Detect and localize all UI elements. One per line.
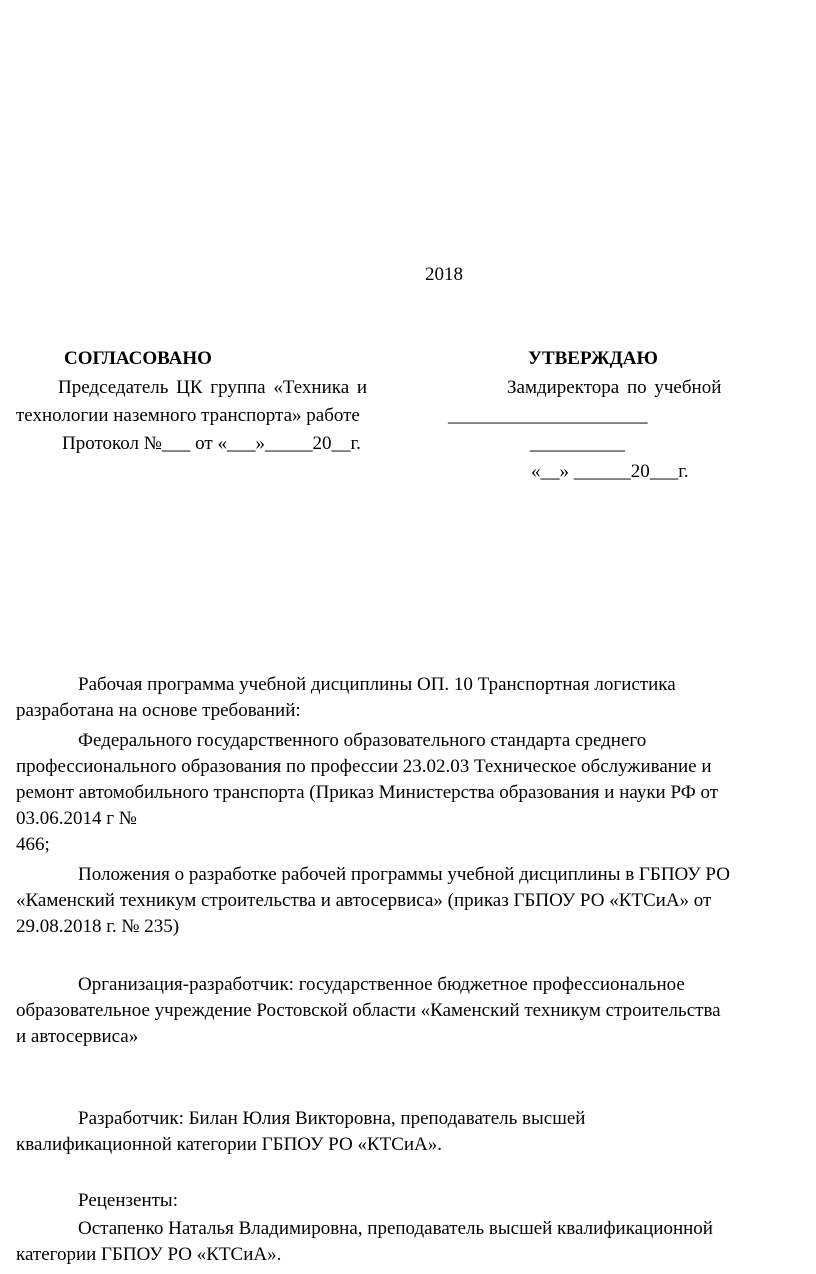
organization-line-3: и автосервиса» — [16, 1026, 139, 1047]
fgos-line-1: Федерального государственного образовательного стандарта среднего — [78, 730, 647, 751]
approval-name-line: __________ — [530, 433, 625, 454]
approval-protocol-line: Протокол №___ от «___»_____20__г. — [62, 433, 361, 454]
regulation-line-1: Положения о разработке рабочей программы учебной дисциплины в ГБПОУ РО — [78, 864, 730, 885]
reviewer-line-1: Остапенко Наталья Владимировна, преподаватель высшей квалификационной — [78, 1218, 713, 1239]
fgos-paragraph — [16, 728, 806, 858]
approval-signature-line: _____________________ — [448, 405, 648, 426]
program-intro-line-1: Рабочая программа учебной дисциплины ОП. 10 Транспортная логистика — [78, 674, 676, 695]
approval-date-line: «__» ______20___г. — [531, 461, 689, 482]
fgos-line-2: профессионального образования по профессии 23.02.03 Техническое обслуживание и — [16, 756, 712, 777]
organization-paragraph — [16, 972, 806, 1050]
regulation-line-3: 29.08.2018 г. № 235) — [16, 916, 180, 937]
regulation-line-2: «Каменский техникум строительства и автосервиса» (приказ ГБПОУ РО «КТСиА» от — [16, 890, 712, 911]
approval-agreed-title: СОГЛАСОВАНО — [64, 348, 212, 369]
approval-agreed-line-2: технологии наземного транспорта» работе — [16, 405, 360, 426]
program-intro-line-2: разработана на основе требований: — [16, 700, 301, 721]
fgos-line-5: 466; — [16, 834, 50, 855]
fgos-line-3: ремонт автомобильного транспорта (Приказ Министерства образования и науки РФ от — [16, 782, 719, 803]
organization-line-2: образовательное учреждение Ростовской области «Каменский техникум строительства — [16, 1000, 721, 1021]
reviewers-label-paragraph — [16, 1188, 806, 1214]
developer-line-2: квалификационной категории ГБПОУ РО «КТСиА». — [16, 1134, 443, 1155]
approval-approve-line-1: Замдиректора по учебной — [507, 377, 722, 398]
developer-line-1: Разработчик: Билан Юлия Викторовна, преподаватель высшей — [78, 1108, 586, 1129]
document-year: 2018 — [425, 264, 463, 285]
fgos-line-4: 03.06.2014 г № — [16, 808, 137, 829]
program-intro-paragraph — [16, 672, 806, 724]
reviewer-paragraph — [16, 1216, 806, 1268]
developer-paragraph — [16, 1106, 806, 1158]
reviewer-line-2: категории ГБПОУ РО «КТСиА». — [16, 1244, 282, 1265]
organization-line-1: Организация-разработчик: государственное бюджетное профессиональное — [78, 974, 685, 995]
reviewers-label: Рецензенты: — [78, 1190, 178, 1211]
approval-approve-title: УТВЕРЖДАЮ — [528, 348, 658, 369]
regulation-paragraph — [16, 862, 806, 940]
approval-agreed-line-1: Председатель ЦК группа «Техника и — [58, 377, 368, 398]
